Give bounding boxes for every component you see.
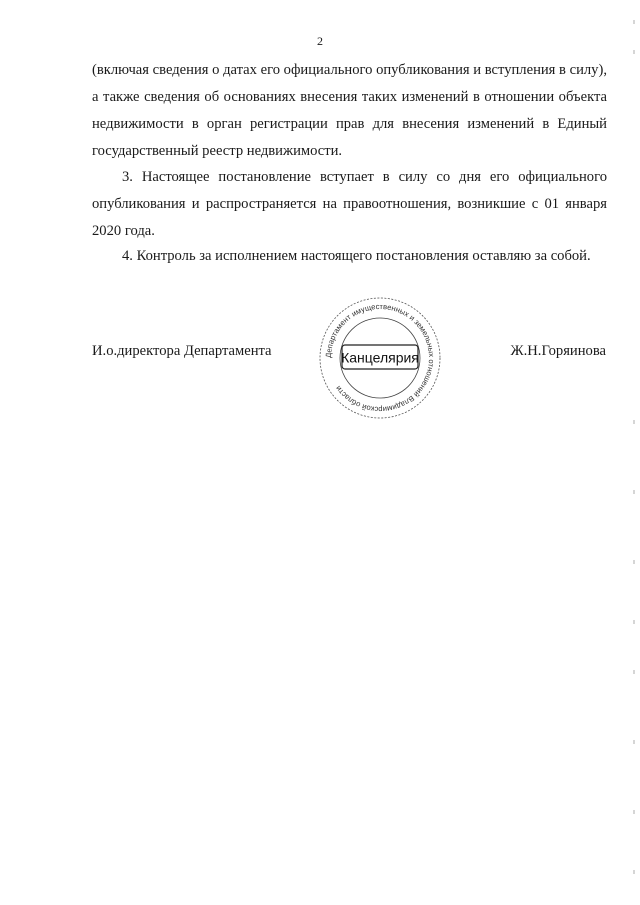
stamp-ring-text: Департамент имущественных и земельных отношений Владимирской области — [323, 301, 437, 415]
signatory-position: И.о.директора Департамента — [92, 343, 272, 359]
office-stamp — [318, 296, 442, 420]
signatory-name: Ж.Н.Горяинова — [510, 343, 606, 359]
paragraph-text: 4. Контроль за исполнением настоящего постановления оставляю за собой. — [122, 248, 591, 264]
scan-edge-marks — [632, 20, 636, 880]
paragraph-text: 3. Настоящее постановление вступает в силу со дня его официального опубликования и распространяется на правоотношения, возникшие с 01 января 2020 года. — [92, 169, 607, 239]
paragraph-3 — [92, 164, 607, 245]
stamp-center-text: Канцелярия — [341, 349, 419, 366]
paragraph-4 — [92, 243, 607, 270]
paragraph-continuation — [92, 57, 607, 165]
page-number: 2 — [317, 34, 323, 48]
paragraph-text: (включая сведения о датах его официального опубликования и вступления в силу), а также сведения об основаниях внесения таких изменений в отношении объекта недвижимости в орган регистрации прав для внесения изменений в Единый государственный реестр недвижимости. — [92, 62, 607, 159]
